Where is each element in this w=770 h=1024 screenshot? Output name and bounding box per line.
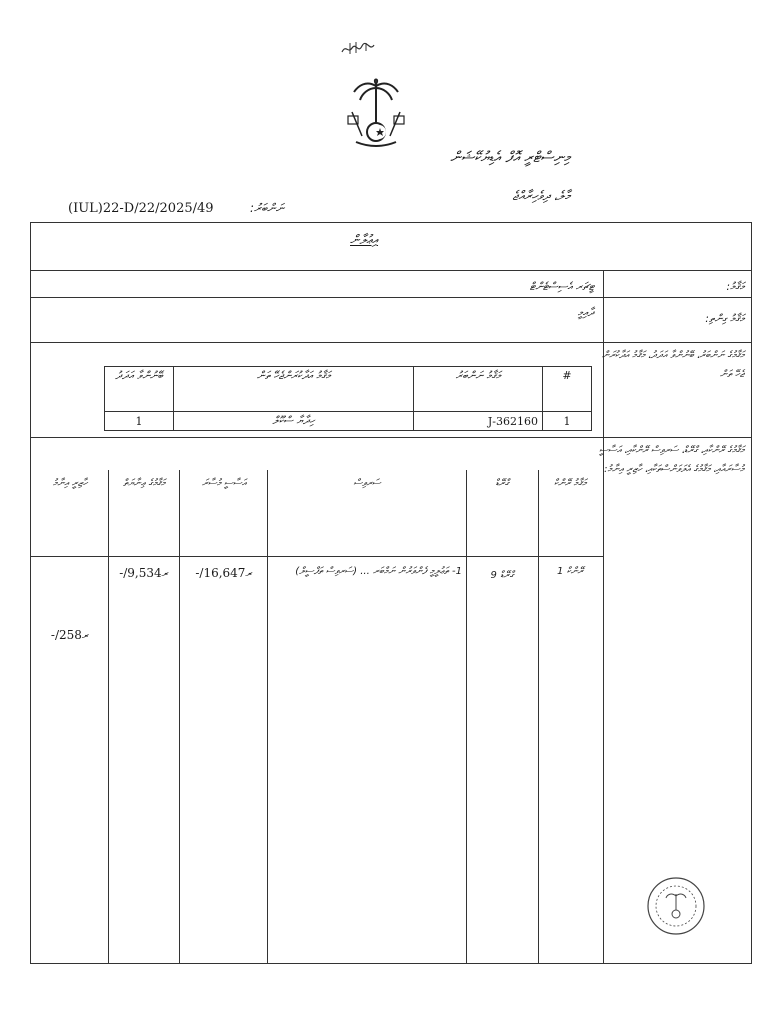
- post-value: ޓީޗަރ އެސިސްޓެންޓް: [529, 280, 594, 293]
- office-name: މިނިސްޓްރީ އޮފް އެޑިޔުކޭޝަން: [450, 148, 570, 166]
- value-attendance: -/258ރ: [50, 628, 90, 642]
- row-number: 1: [543, 412, 592, 431]
- header-service: ސަރވިސް: [353, 478, 381, 489]
- reference-label: ނަންބަރު:: [250, 201, 284, 215]
- post-type-label: މަޤާމު ގިންތި:: [705, 312, 744, 325]
- col-divider: [108, 470, 109, 964]
- divider: [30, 342, 752, 343]
- header-basic-salary: އަސާސީ މުސާރަ: [201, 478, 247, 489]
- post-section-label: މަޤާމުގެ ނަންބަރު، ބޭނުންވާ އަދަދު، މަޤާމު އަދާކުރަން ޖެހޭ ތަން: [601, 350, 744, 380]
- service-description: 1- ތަޢުލީމީ ފެންވަރުން ނަމްބަރ ... (ސަރވިސް ތަފްސީލް): [295, 566, 462, 577]
- col-divider: [267, 470, 268, 964]
- header-post-number: މަޤާމު ނަންބަރު: [414, 367, 543, 412]
- value-grade: ގްރޭޑް 9: [490, 570, 514, 581]
- header-number: #: [543, 367, 592, 412]
- state-emblem: [342, 78, 410, 152]
- value-allowance: -/9,534ރ: [119, 566, 169, 580]
- header-count: ބޭނުންވާ އަދަދު: [105, 367, 174, 412]
- post-type-value: ދާއިމީ: [577, 306, 594, 319]
- office-city: މާލެ، ދިވެހިރާއްޖެ: [512, 189, 570, 204]
- post-table: [104, 366, 592, 431]
- value-rank: ރޭންކް 1: [556, 566, 584, 577]
- value-basic-salary: -/16,647ރ: [195, 566, 253, 580]
- col-divider: [179, 470, 180, 964]
- divider: [30, 556, 603, 557]
- row-post-number: J-362160: [414, 412, 543, 431]
- header-grade: ގްރޭޑް: [495, 478, 509, 489]
- row-place: ހިދާޔާ ސްކޫލް: [174, 412, 414, 431]
- document-title: އިޢުލާން: [350, 233, 379, 248]
- post-label: މަޤާމު:: [726, 280, 744, 293]
- divider: [30, 437, 752, 438]
- reference-number: (IUL)22-D/22/2025/49: [68, 201, 214, 216]
- post-table-row: [105, 412, 592, 431]
- divider: [30, 270, 752, 271]
- header-rank: މަޤާމު ރޭންކް: [553, 478, 587, 489]
- form-frame: [30, 222, 752, 964]
- salary-section-label: މަޤާމުގެ ރޭންކާއި، ގްރޭޑް، ސަރވިސް ރޭންކާއި، އަސާސީ މުސާރައާއި، މަޤާމުގެ އެލަވަންސްތަކާއި، ހާޒިރީ އިނާމު:: [599, 445, 744, 475]
- header-allowance: މަޤާމުގެ ޢިނާޔަތް: [123, 478, 165, 489]
- col-divider: [538, 470, 539, 964]
- divider: [30, 297, 752, 298]
- row-count: 1: [105, 412, 174, 431]
- basmala-calligraphy: [340, 40, 376, 58]
- header-attendance: ހާޒިރީ އިނާމު: [52, 478, 88, 489]
- col-divider: [466, 470, 467, 964]
- official-seal: [646, 876, 706, 936]
- header-place: މަޤާމު އަދާކުރަންޖެހޭ ތަން: [174, 367, 414, 412]
- post-table-header: [105, 367, 592, 412]
